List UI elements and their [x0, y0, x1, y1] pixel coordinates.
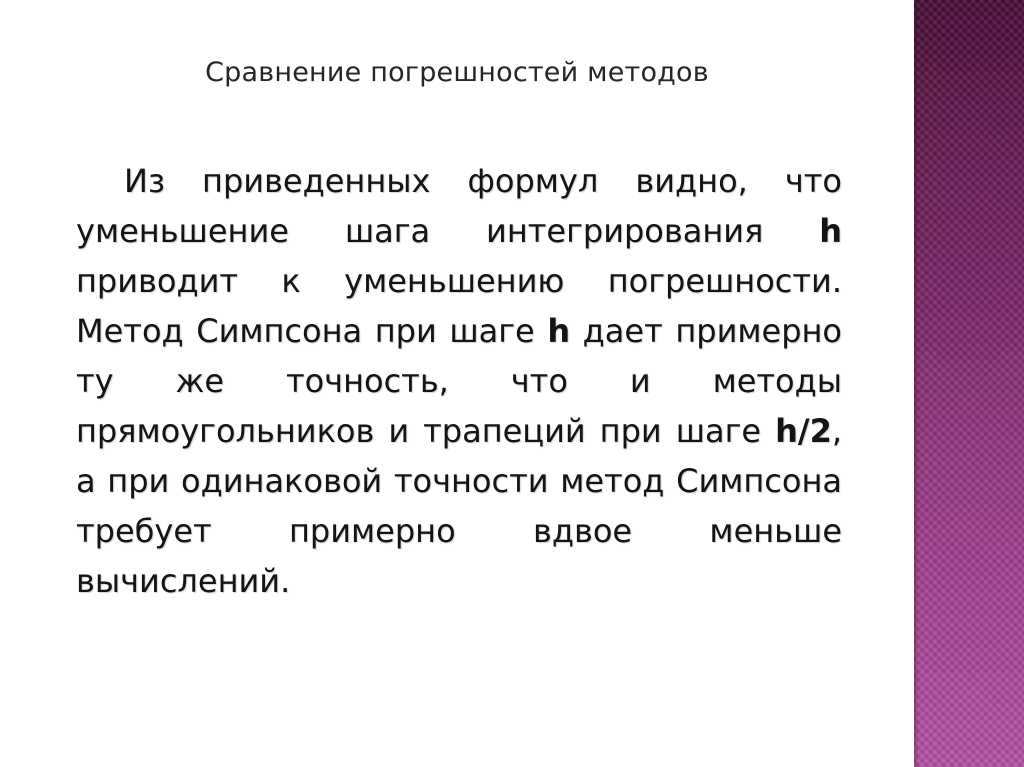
body-text-bold-h: h: [547, 312, 571, 350]
side-panel-shadow-edge: [914, 0, 919, 767]
slide-title: Сравнение погрешностей методов: [205, 57, 709, 88]
body-text-segment: дает примерно ту же точность, что и методы прямоугольников и трапеций при шаге: [76, 312, 842, 450]
body-text-segment: Из приведенных формул видно, что уменьшение шага интегрирования: [76, 162, 842, 250]
body-text-segment: , а при одинаковой точности метод Симпсона требует примерно вдвое меньше вычислений.: [76, 412, 842, 600]
slide-body-text: [76, 156, 842, 606]
body-text-segment: приводит к уменьшению погрешности. Метод Симпсона при шаге: [76, 262, 842, 350]
body-text-bold-h: h: [819, 212, 842, 250]
decorative-side-panel: [914, 0, 1024, 767]
body-text-bold-h-half: h/2: [775, 412, 832, 450]
